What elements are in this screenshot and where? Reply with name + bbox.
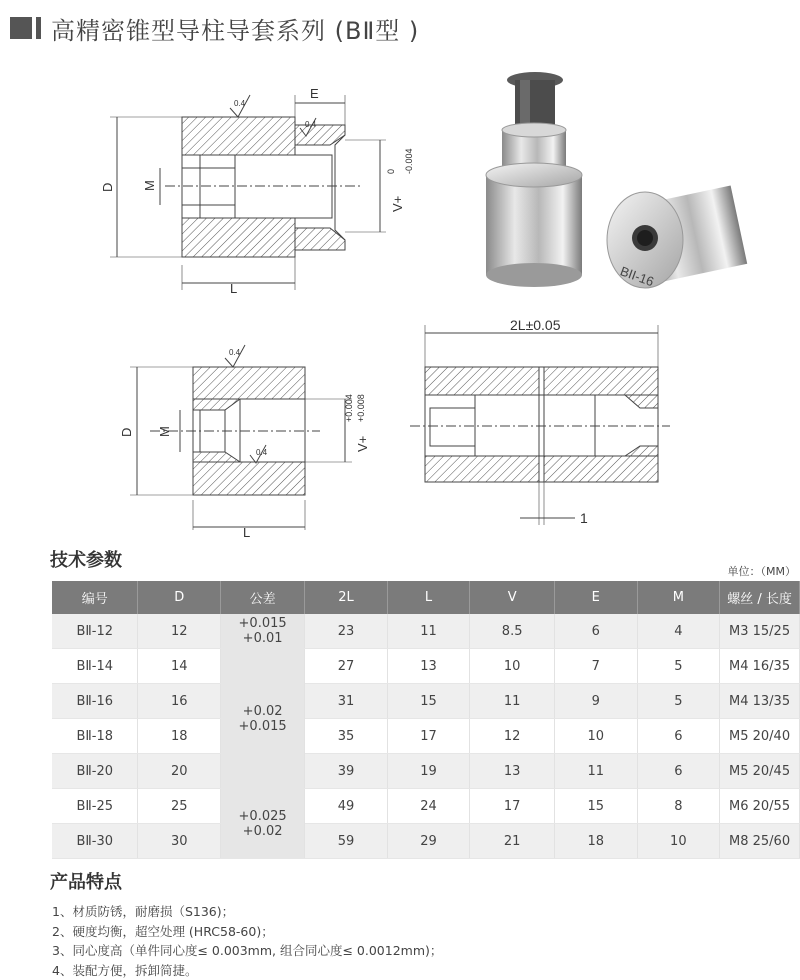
roughness-3: 0.4 [229, 348, 241, 357]
cell-m: 6 [637, 754, 720, 789]
dim-m-label-2: M [157, 426, 172, 437]
cell-e: 11 [554, 754, 637, 789]
cell-m: 5 [637, 649, 720, 684]
cell-l: 19 [387, 754, 470, 789]
tol-upper: +0.02 [243, 704, 283, 719]
dim-gap-label: 1 [580, 510, 588, 526]
cell-d: 30 [138, 824, 221, 859]
title-bar [10, 10, 419, 46]
cell-v: 13 [470, 754, 555, 789]
cell-d: 18 [138, 719, 221, 754]
cell-v: 11 [470, 684, 555, 719]
dim-v-lower: -0.004 [404, 148, 414, 174]
cell-screw: M5 20/40 [720, 719, 800, 754]
tol-upper: +0.015 [239, 616, 287, 631]
col-header: 公差 [221, 581, 305, 614]
cell-e: 10 [554, 719, 637, 754]
cell-l: 13 [387, 649, 470, 684]
unit-note: 单位：（MM） [728, 563, 796, 579]
cell-d: 25 [138, 789, 221, 824]
cell-screw: M3 15/25 [720, 614, 800, 649]
cell-v: 17 [470, 789, 555, 824]
tol-upper: +0.025 [239, 809, 287, 824]
dim-2l-label: 2L±0.05 [510, 317, 561, 333]
dim-v-label: V+ [390, 196, 405, 212]
col-header: M [637, 581, 720, 614]
tol-lower: +0.01 [243, 631, 283, 646]
feature-item: 4、装配方便，拆卸简捷。 [52, 961, 442, 980]
cell-d: 14 [138, 649, 221, 684]
cell-tolerance [221, 649, 305, 789]
col-header: V [470, 581, 555, 614]
cell-screw: M4 16/35 [720, 649, 800, 684]
roughness-2: 0.4 [305, 120, 317, 129]
cell-m: 6 [637, 719, 720, 754]
features-list [52, 902, 442, 980]
dim-l-label-2: L [243, 525, 250, 540]
technical-drawings [0, 55, 800, 545]
cell-v: 12 [470, 719, 555, 754]
photo-engraving: BII-16 [618, 263, 656, 289]
feature-item: 2、硬度均衡，超空处理 (HRC58-60)； [52, 922, 442, 942]
cell-d: 20 [138, 754, 221, 789]
cell-e: 7 [554, 649, 637, 684]
cell-screw: M8 25/60 [720, 824, 800, 859]
cell-2l: 49 [305, 789, 388, 824]
table-row [52, 789, 800, 824]
cell-e: 18 [554, 824, 637, 859]
cell-l: 17 [387, 719, 470, 754]
cell-m: 10 [637, 824, 720, 859]
cell-2l: 39 [305, 754, 388, 789]
cell-2l: 23 [305, 614, 388, 649]
cell-m: 4 [637, 614, 720, 649]
features-heading: 产品特点 [50, 868, 122, 894]
cell-l: 15 [387, 684, 470, 719]
title-marker-icon [10, 17, 32, 39]
cell-screw: M5 20/45 [720, 754, 800, 789]
cell-d: 16 [138, 684, 221, 719]
dim-v-lower-2: +0.008 [356, 394, 366, 422]
table-row [52, 754, 800, 789]
dim-e-label: E [310, 86, 319, 101]
cell-d: 12 [138, 614, 221, 649]
cell-id: BⅡ-30 [52, 824, 138, 859]
tol-lower: +0.02 [243, 824, 283, 839]
drawing-top-left [110, 95, 386, 290]
table-header-row [52, 581, 800, 614]
col-header: 螺丝 / 长度 [720, 581, 800, 614]
title-marker-bar-icon [36, 17, 41, 39]
cell-2l: 31 [305, 684, 388, 719]
page-title: 高精密锥型导柱导套系列 (BⅡ型 ) [51, 11, 419, 46]
cell-id: BⅡ-16 [52, 684, 138, 719]
cell-e: 6 [554, 614, 637, 649]
col-header: 编号 [52, 581, 138, 614]
cell-v: 21 [470, 824, 555, 859]
cell-v: 8.5 [470, 614, 555, 649]
table-row [52, 649, 800, 684]
cell-id: BⅡ-14 [52, 649, 138, 684]
cell-2l: 35 [305, 719, 388, 754]
col-header: E [554, 581, 637, 614]
col-header: 2L [305, 581, 388, 614]
cell-tolerance [221, 789, 305, 859]
roughness-4: 0.4 [256, 448, 268, 457]
specs-heading: 技术参数 [50, 546, 122, 572]
dim-d-label-2: D [119, 428, 134, 437]
dim-v-upper: 0 [386, 169, 396, 174]
spec-table [52, 581, 800, 859]
col-header: L [387, 581, 470, 614]
cell-e: 15 [554, 789, 637, 824]
cell-tolerance [221, 614, 305, 649]
cell-screw: M6 20/55 [720, 789, 800, 824]
cell-id: BⅡ-18 [52, 719, 138, 754]
cell-screw: M4 13/35 [720, 684, 800, 719]
drawing-bottom-right [410, 325, 670, 525]
cell-2l: 27 [305, 649, 388, 684]
cell-l: 11 [387, 614, 470, 649]
tol-lower: +0.015 [239, 719, 287, 734]
dim-v-upper-2: +0.004 [344, 394, 354, 422]
table-row [52, 824, 800, 859]
feature-item: 1、材质防锈，耐磨损（S136)； [52, 902, 442, 922]
cell-v: 10 [470, 649, 555, 684]
cell-id: BⅡ-20 [52, 754, 138, 789]
dim-l-label: L [230, 281, 237, 296]
dim-m-label: M [142, 180, 157, 191]
roughness-1: 0.4 [234, 99, 246, 108]
col-header: D [138, 581, 221, 614]
table-row [52, 719, 800, 754]
cell-id: BⅡ-25 [52, 789, 138, 824]
table-row [52, 684, 800, 719]
cell-e: 9 [554, 684, 637, 719]
cell-id: BⅡ-12 [52, 614, 138, 649]
cell-2l: 59 [305, 824, 388, 859]
dim-d-label: D [100, 183, 115, 192]
dim-v-label-2: V+ [355, 436, 370, 452]
product-photo [486, 72, 747, 289]
table-row [52, 614, 800, 649]
feature-item: 3、同心度高（单件同心度≤ 0.003mm, 组合同心度≤ 0.0012mm)； [52, 941, 442, 961]
cell-m: 8 [637, 789, 720, 824]
cell-l: 29 [387, 824, 470, 859]
cell-l: 24 [387, 789, 470, 824]
cell-m: 5 [637, 684, 720, 719]
